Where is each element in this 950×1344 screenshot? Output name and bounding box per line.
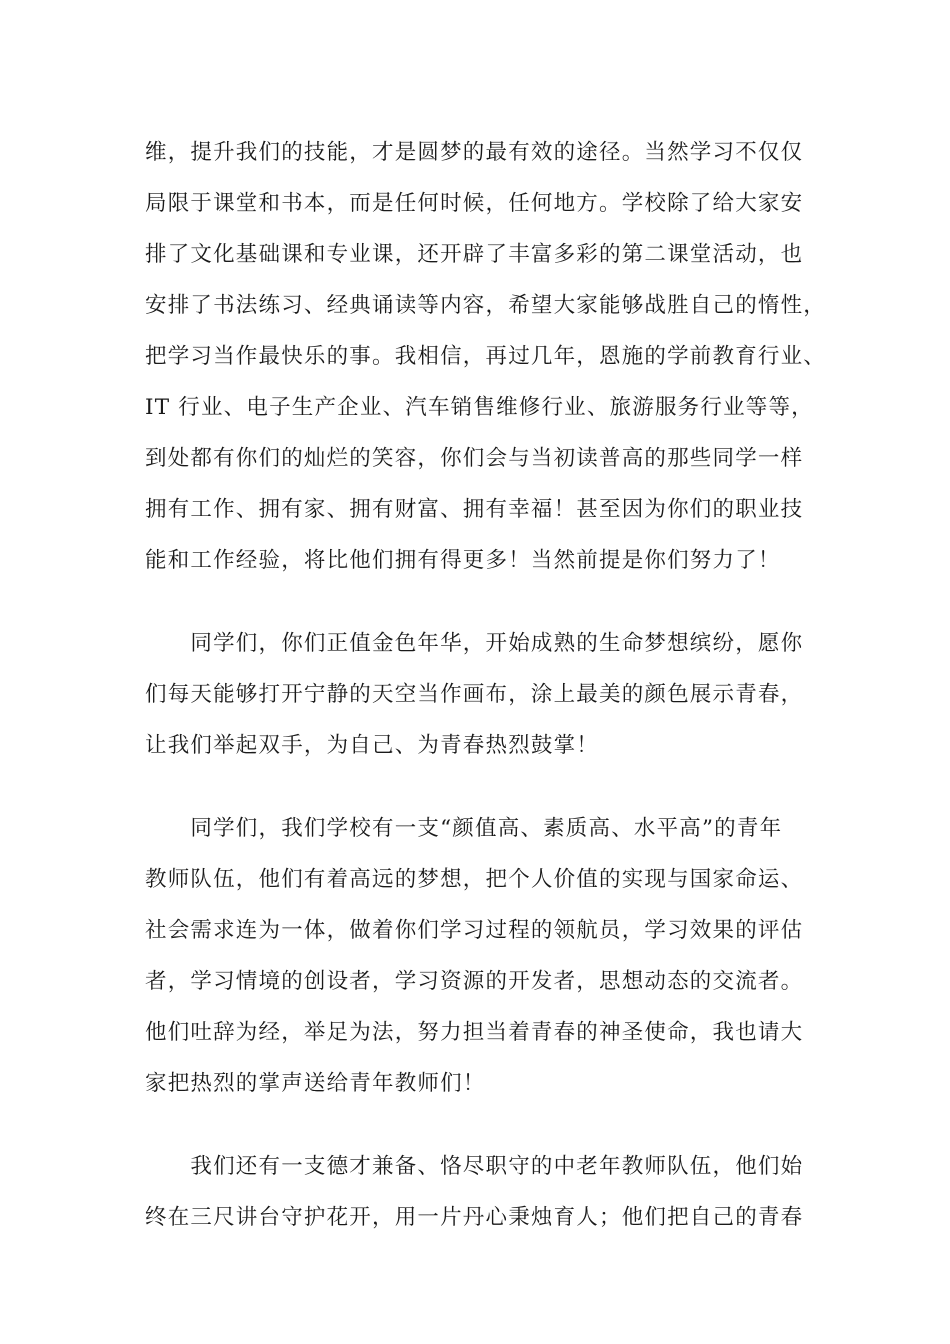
text-line: 能和工作经验，将比他们拥有得更多！当然前提是你们努力了！ [145,548,781,573]
text-line: 我们还有一支德才兼备、恪尽职守的中老年教师队伍，他们始 [145,1154,804,1179]
paragraph-1 [145,127,827,586]
paragraph-spacer [145,586,805,618]
text-line: 让我们举起双手，为自己、为青春热烈鼓掌！ [145,733,600,758]
text-line: 安排了书法练习、经典诵读等内容，希望大家能够战胜自己的惰性， [145,293,827,318]
text-line: 把学习当作最快乐的事。我相信，再过几年，恩施的学前教育行业、 [145,344,827,369]
text-line: 们每天能够打开宁静的天空当作画布，涂上最美的颜色展示青春， [145,682,804,707]
text-line: 拥有工作、拥有家、拥有财富、拥有幸福！甚至因为你们的职业技 [145,497,804,522]
text-line: 维，提升我们的技能，才是圆梦的最有效的途径。当然学习不仅仅 [145,140,804,165]
paragraph-spacer [145,771,805,803]
text-line: 社会需求连为一体，做着你们学习过程的领航员，学习效果的评估 [145,918,804,943]
paragraph-2 [145,618,805,771]
paragraph-4 [145,1141,805,1243]
paragraph-spacer [145,1109,805,1141]
text-line: 他们吐辞为经，举足为法，努力担当着青春的神圣使命，我也请大 [145,1020,804,1045]
text-line: 到处都有你们的灿烂的笑容，你们会与当初读普高的那些同学一样 [145,446,804,471]
text-line: 局限于课堂和书本，而是任何时候，任何地方。学校除了给大家安 [145,191,804,216]
paragraph-3 [145,803,805,1109]
text-line: 同学们，你们正值金色年华，开始成熟的生命梦想缤纷，愿你 [145,631,804,656]
text-line: 同学们，我们学校有一支“颜值高、素质高、水平高”的青年 [145,816,783,841]
text-line: 教师队伍，他们有着高远的梦想，把个人价值的实现与国家命运、 [145,867,804,892]
text-line: 排了文化基础课和专业课，还开辟了丰富多彩的第二课堂活动，也 [145,242,804,267]
text-line: IT 行业、电子生产企业、汽车销售维修行业、旅游服务行业等等， [145,395,814,420]
text-line: 者，学习情境的创设者，学习资源的开发者，思想动态的交流者。 [145,969,804,994]
text-line: 终在三尺讲台守护花开，用一片丹心秉烛育人；他们把自己的青春 [145,1205,804,1230]
document-body [145,127,827,1243]
text-line: 家把热烈的掌声送给青年教师们！ [145,1071,486,1096]
